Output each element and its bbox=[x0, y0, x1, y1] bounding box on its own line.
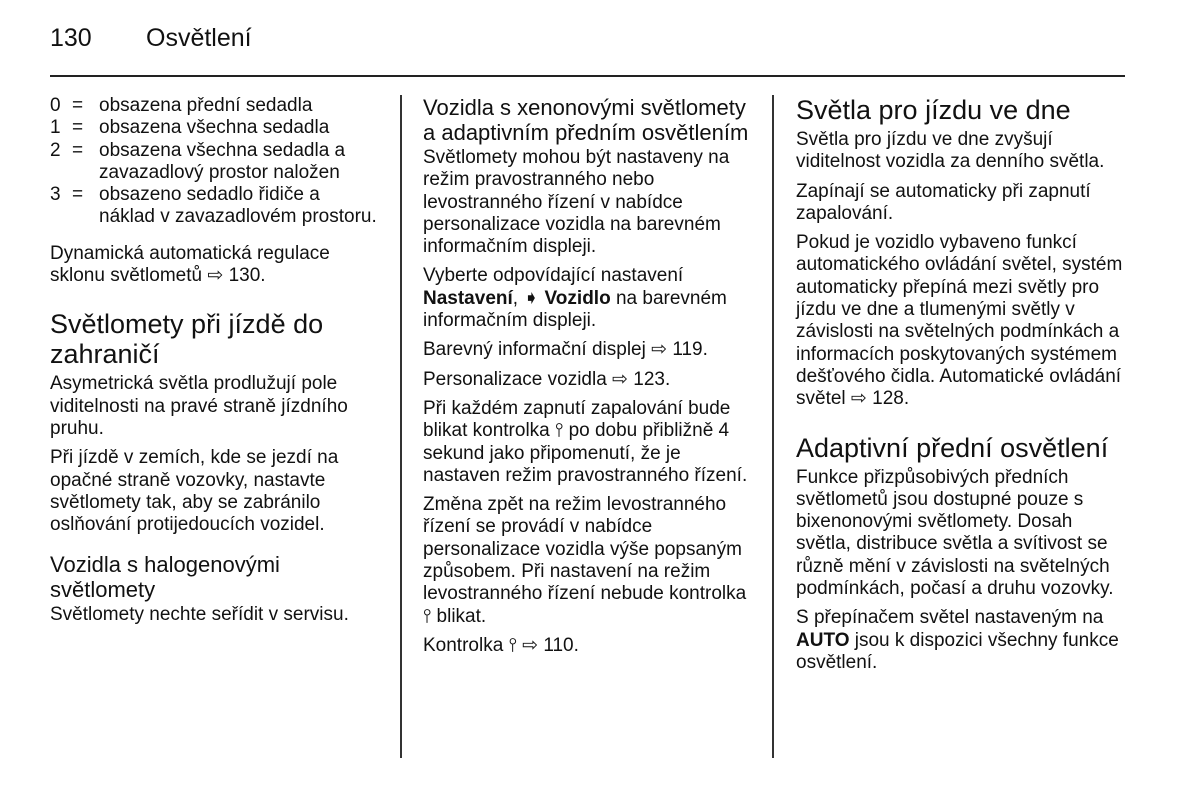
drl-paragraph-1: Světla pro jízdu ve dne zvyšují viditelnost vozidla za denního světla. bbox=[796, 129, 1105, 173]
heading-daytime-running-lights: Světla pro jízdu ve dne bbox=[796, 95, 1071, 125]
dynamic-leveling-text: Dynamická automatická regulace sklonu světlometů bbox=[50, 242, 330, 287]
select-setting-text: Vyberte odpovídající nastavení bbox=[423, 265, 684, 287]
halogen-paragraph: Světlomety nechte seřídit v servisu. bbox=[50, 604, 349, 626]
switch-back-text: Změna zpět na režim levostranného řízení se provádí v nabídce personalizace vozidla výše popsaným způsobem. Při nastavení na režim levostranného řízení nebude kontrolka bbox=[423, 494, 747, 605]
dynamic-leveling-paragraph bbox=[50, 243, 380, 288]
legend-text: obsazena všechna sedadla a zavazadlový prostor naložen bbox=[99, 139, 346, 183]
headlight-indicator-icon: ⫯ bbox=[555, 420, 564, 442]
personalisation-reference-text: Personalizace vozidla bbox=[423, 368, 607, 390]
drl-paragraph-3 bbox=[796, 232, 1128, 410]
page-reference-arrow-icon: ⇨ bbox=[651, 339, 668, 361]
switch-back-paragraph bbox=[423, 494, 753, 628]
indicator-blink-text-end: po dobu přibližně 4 sekund jako připomenutí, že je nastaven režim pravostranného řízení. bbox=[423, 420, 748, 486]
display-text: na barevném informačním displeji. bbox=[423, 287, 727, 332]
afl-paragraph-1: Funkce přizpůsobivých předních světlometů jsou dostupné pouze s bixenonovými světlomety. Dosah světla, distribuce světla a svítivost se různě mění v závislosti na světelných podmínkách, počasí a druhu vozovky. bbox=[796, 466, 1114, 600]
page-reference-arrow-icon: ⇨ bbox=[522, 634, 539, 656]
indicator-reference-paragraph bbox=[423, 635, 753, 657]
indicator-blink-text: Při každém zapnutí zapalování bude blikat kontrolka bbox=[423, 397, 731, 442]
heading-driving-abroad: Světlomety při jízdě do zahraničí bbox=[50, 309, 324, 370]
column-divider-2 bbox=[772, 95, 774, 758]
abroad-paragraph-2: Při jízdě v zemích, kde se jezdí na opačné straně vozovky, nastavte světlomety tak, aby se zabránilo oslňování protijedoucích vozidel. bbox=[50, 447, 339, 536]
legend-equals: = bbox=[72, 139, 84, 161]
switch-back-text-end: blikat. bbox=[436, 605, 487, 627]
legend-text: obsazena všechna sedadla bbox=[99, 117, 330, 139]
page-reference-link[interactable]: 119. bbox=[672, 339, 708, 361]
auto-setting-label: AUTO bbox=[796, 629, 850, 651]
column-middle bbox=[423, 95, 753, 664]
load-legend bbox=[50, 95, 380, 229]
afl-auto-text: S přepínačem světel nastaveným na bbox=[796, 607, 1104, 629]
legend-equals: = bbox=[72, 184, 84, 206]
page-header bbox=[50, 24, 1125, 76]
page-reference-link[interactable]: 128. bbox=[872, 388, 910, 410]
drl-paragraph-2: Zapínají se automaticky při zapnutí zapalování. bbox=[796, 180, 1091, 224]
legend-row bbox=[50, 140, 380, 185]
menu-separator: , ➧ bbox=[512, 287, 540, 309]
heading-xenon-headlights: Vozidla s xenonovými světlomety a adaptivním předním osvětlením bbox=[423, 95, 749, 145]
display-reference-paragraph bbox=[423, 339, 753, 361]
legend-key: 3 bbox=[50, 184, 61, 206]
legend-text: obsazena přední sedadla bbox=[99, 95, 313, 116]
legend-equals: = bbox=[72, 95, 84, 116]
headlight-indicator-icon: ⫯ bbox=[508, 634, 517, 656]
display-reference-text: Barevný informační displej bbox=[423, 339, 646, 361]
page-number: 130 bbox=[50, 24, 92, 52]
page-reference-arrow-icon: ⇨ bbox=[207, 265, 224, 287]
afl-auto-text-end: jsou k dispozici všechny funkce osvětlení. bbox=[796, 629, 1119, 673]
drl-paragraph-3-text: Pokud je vozidlo vybaveno funkcí automatického ovládání světel, systém automaticky přepíná mezi světly pro jízdu ve dne a tlumenými světly v závislosti na světelných podmínkách a informacích poskytovaných systémem dešťového čidla. Automatické ovládání světel bbox=[796, 232, 1123, 410]
heading-halogen-headlights: Vozidla s halogenovými světlomety bbox=[50, 552, 280, 603]
menu-vehicle-label: Vozidlo bbox=[544, 287, 611, 309]
legend-row bbox=[50, 95, 380, 117]
personalisation-reference-paragraph bbox=[423, 369, 753, 391]
page-reference-arrow-icon: ⇨ bbox=[850, 388, 867, 410]
column-right bbox=[796, 95, 1128, 681]
indicator-reference-text: Kontrolka bbox=[423, 634, 504, 656]
headlight-indicator-icon: ⫯ bbox=[423, 605, 432, 627]
page-reference-link[interactable]: 123. bbox=[633, 368, 671, 390]
indicator-blink-paragraph bbox=[423, 398, 753, 487]
xenon-paragraph-1: Světlomety mohou být nastaveny na režim pravostranného nebo levostranného řízení v nabídce personalizace vozidla na barevném informačním displeji. bbox=[423, 147, 730, 258]
legend-text: obsazeno sedadlo řidiče a náklad v zavazadlovém prostoru. bbox=[99, 184, 377, 228]
column-divider-1 bbox=[400, 95, 402, 758]
header-divider bbox=[50, 75, 1125, 77]
legend-equals: = bbox=[72, 117, 84, 139]
menu-settings-label: Nastavení bbox=[423, 287, 513, 309]
abroad-paragraph-1: Asymetrická světla prodlužují pole viditelnosti na pravé straně jízdního pruhu. bbox=[50, 373, 348, 439]
heading-adaptive-forward-lighting: Adaptivní přední osvětlení bbox=[796, 432, 1109, 463]
afl-paragraph-2 bbox=[796, 607, 1128, 674]
legend-key: 0 bbox=[50, 95, 61, 116]
legend-key: 2 bbox=[50, 139, 61, 161]
section-title: Osvětlení bbox=[146, 24, 252, 52]
legend-row bbox=[50, 184, 380, 229]
legend-row bbox=[50, 117, 380, 139]
page-reference-arrow-icon: ⇨ bbox=[612, 368, 628, 390]
column-left bbox=[50, 95, 380, 634]
page-reference-link[interactable]: 130. bbox=[228, 265, 266, 287]
legend-key: 1 bbox=[50, 117, 61, 139]
xenon-paragraph-2 bbox=[423, 265, 753, 332]
page-reference-link[interactable]: 110. bbox=[543, 634, 579, 656]
